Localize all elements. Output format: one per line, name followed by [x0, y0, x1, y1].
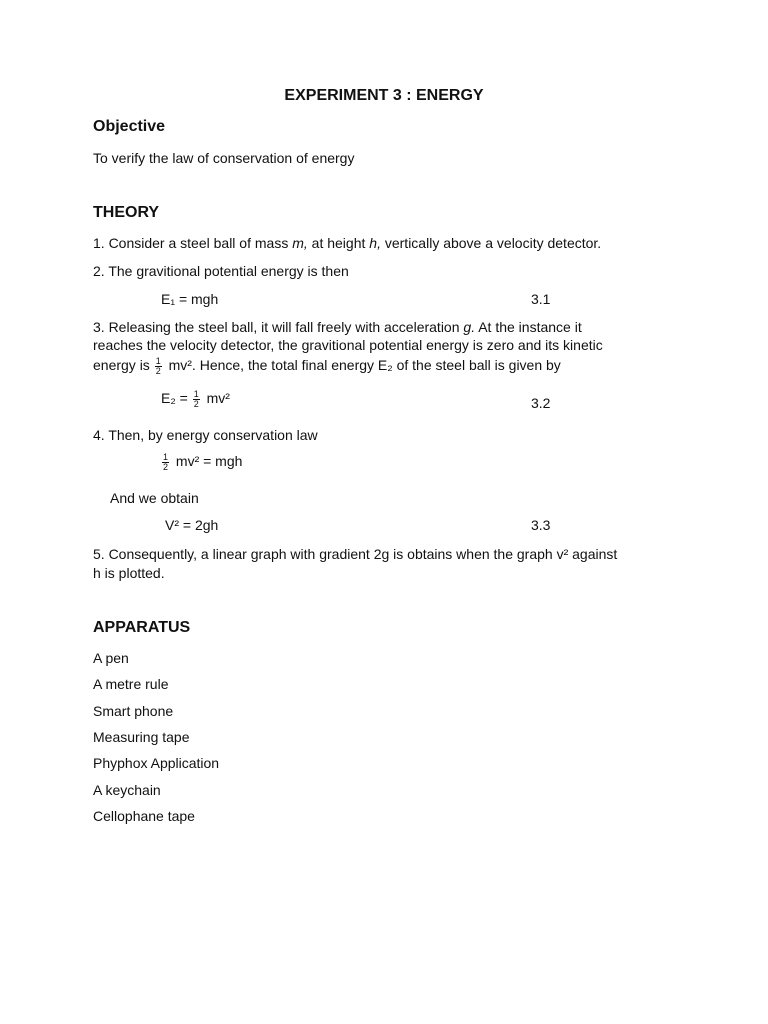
equation-3-1: E₁ = mgh [161, 291, 219, 307]
text-run: mv² = mgh [172, 453, 243, 470]
fraction-numerator: 1 [193, 389, 199, 399]
fraction-numerator: 1 [163, 452, 169, 462]
equation-3-3: V² = 2gh [165, 517, 219, 533]
equation-3-2 [161, 390, 230, 409]
text-run: at height [307, 235, 370, 251]
equation-energy-conservation [161, 453, 242, 472]
fraction-denominator: 2 [163, 462, 169, 472]
apparatus-item: Cellophane tape [93, 808, 195, 824]
variable-g: g. [463, 319, 476, 335]
fraction-half [193, 390, 200, 409]
theory-point-5-line-2: h is plotted. [93, 565, 165, 581]
theory-point-1 [93, 234, 601, 252]
text-run: 1. Consider a steel ball of mass [93, 235, 293, 251]
text-run: At the instance it [475, 319, 582, 335]
equation-number-3-1: 3.1 [531, 291, 551, 307]
objective-heading: Objective [93, 118, 166, 135]
apparatus-item: A keychain [93, 782, 161, 798]
text-run: E₂ = [161, 390, 192, 407]
equation-number-3-2: 3.2 [531, 395, 551, 411]
equation-number-3-3: 3.3 [531, 517, 551, 533]
page-title: EXPERIMENT 3 : ENERGY [284, 87, 484, 104]
theory-point-2: 2. The gravitional potential energy is then [93, 263, 349, 279]
fraction-denominator: 2 [155, 365, 161, 376]
we-obtain-text: And we obtain [110, 490, 199, 506]
theory-point-3-line-3 [93, 356, 561, 376]
apparatus-item: Smart phone [93, 703, 174, 719]
text-run: vertically above a velocity detector. [380, 235, 602, 251]
apparatus-heading: APPARATUS [93, 619, 191, 636]
fraction-denominator: 2 [193, 399, 199, 409]
text-run: mv² [202, 390, 230, 407]
variable-h: h, [369, 235, 381, 251]
apparatus-item: A pen [93, 650, 129, 666]
theory-point-3-line-2: reaches the velocity detector, the gravitional potential energy is zero and its kinetic [93, 337, 603, 353]
text-run: mv². Hence, the total final energy E₂ of the steel ball is given by [164, 357, 561, 373]
theory-point-3-line-1 [93, 318, 582, 336]
theory-point-4: 4. Then, by energy conservation law [93, 427, 318, 443]
fraction-half [155, 357, 162, 376]
apparatus-item: Phyphox Application [93, 755, 220, 771]
theory-point-5-line-1: 5. Consequently, a linear graph with gradient 2g is obtains when the graph v² against [93, 546, 618, 562]
objective-text: To verify the law of conservation of energy [93, 150, 355, 166]
apparatus-item: Measuring tape [93, 729, 190, 745]
text-run: energy is [93, 357, 154, 373]
fraction-half [162, 453, 169, 472]
apparatus-item: A metre rule [93, 676, 169, 692]
variable-m: m, [292, 235, 308, 251]
text-run: 3. Releasing the steel ball, it will fall freely with acceleration [93, 319, 464, 335]
theory-heading: THEORY [93, 204, 160, 221]
fraction-numerator: 1 [155, 355, 161, 366]
